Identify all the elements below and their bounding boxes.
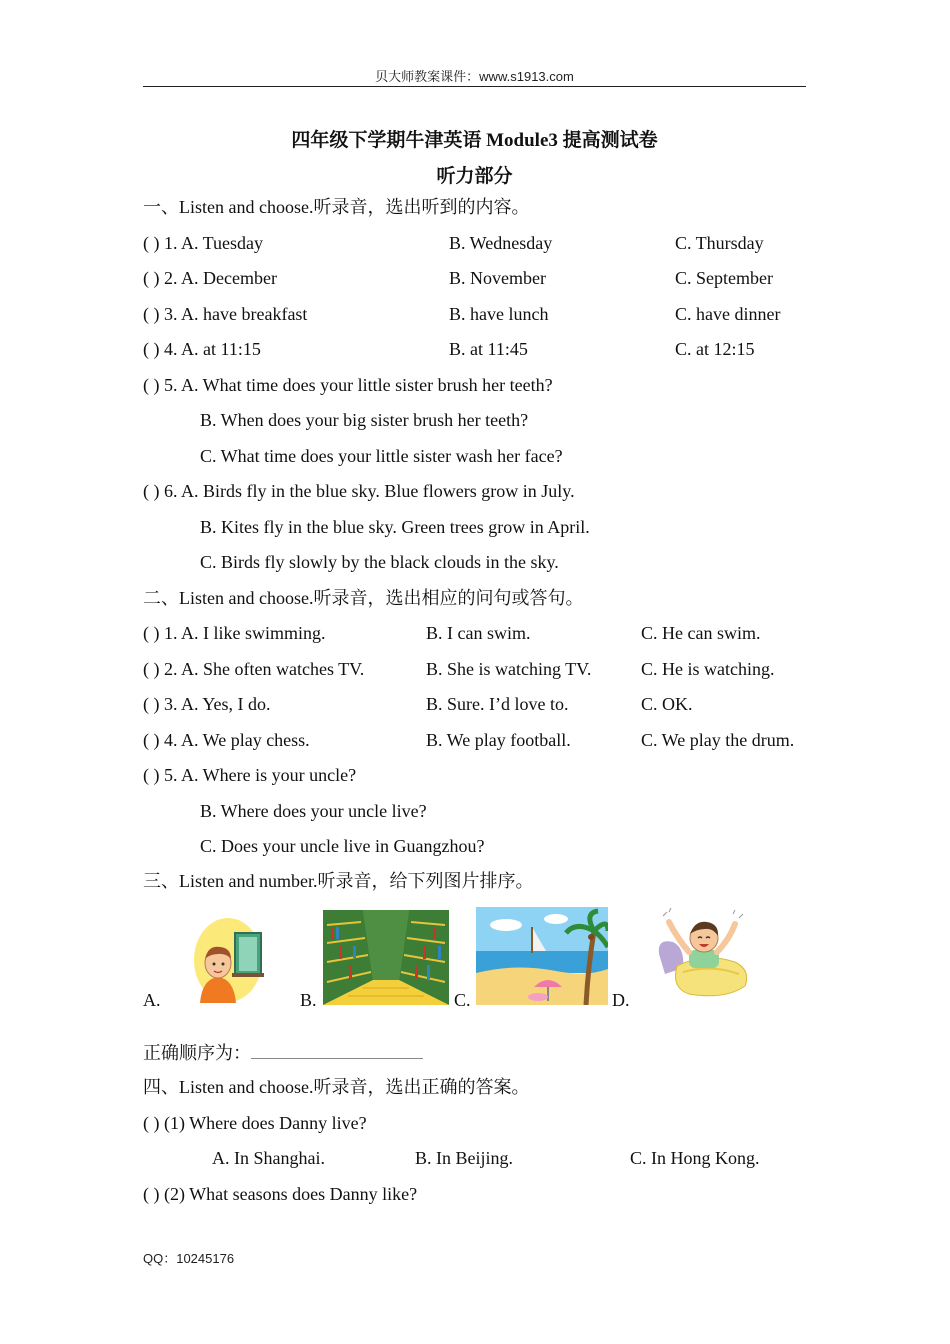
- s1-q2-a: ( ) 2. A. December: [143, 268, 277, 288]
- s2-q5-a: ( ) 5. A. Where is your uncle?: [143, 765, 357, 785]
- picture-c-beach: [476, 907, 608, 1005]
- s1-q2-b: B. November: [449, 268, 546, 288]
- s1-q3-c: C. have dinner: [675, 304, 781, 324]
- s1-q5-a: ( ) 5. A. What time does your little sister brush her teeth?: [143, 375, 553, 395]
- s1-q6-c: C. Birds fly slowly by the black clouds in the sky.: [200, 552, 559, 572]
- section2-heading: 二、Listen and choose.听录音，选出相应的问句或答句。: [143, 588, 584, 608]
- s2-q2-c: C. He is watching.: [641, 659, 775, 679]
- page-title: 四年级下学期牛津英语 Module3 提高测试卷: [291, 130, 658, 151]
- s2-q3-b: B. Sure. I’d love to.: [426, 694, 569, 714]
- s4-q1-option-a: A. In Shanghai.: [212, 1148, 325, 1168]
- s2-q4-c: C. We play the drum.: [641, 730, 795, 750]
- s4-q1-option-c: C. In Hong Kong.: [630, 1148, 760, 1168]
- s2-q1-c: C. He can swim.: [641, 623, 761, 643]
- s4-q1-option-b: B. In Beijing.: [415, 1148, 513, 1168]
- s1-q4-b: B. at 11:45: [449, 339, 528, 359]
- s1-q3-b: B. have lunch: [449, 304, 549, 324]
- s2-q5-b: B. Where does your uncle live?: [200, 801, 427, 821]
- s1-q6-b: B. Kites fly in the blue sky. Green trees grow in April.: [200, 517, 590, 537]
- order-answer-blank[interactable]: [251, 1044, 423, 1059]
- s1-q1-a: ( ) 1. A. Tuesday: [143, 233, 264, 253]
- s1-q1-c: C. Thursday: [675, 233, 764, 253]
- s2-q2-a: ( ) 2. A. She often watches TV.: [143, 659, 365, 679]
- s2-q4-b: B. We play football.: [426, 730, 571, 750]
- section1-heading: 一、Listen and choose.听录音，选出听到的内容。: [143, 197, 530, 217]
- header-divider: [143, 86, 806, 87]
- order-answer-prompt: 正确顺序为：: [143, 1043, 251, 1063]
- s1-q2-c: C. September: [675, 268, 773, 288]
- s2-q3-a: ( ) 3. A. Yes, I do.: [143, 694, 271, 714]
- page-header: 贝大师教案课件：www.s1913.com: [375, 69, 574, 84]
- picture-label-a: A.: [143, 990, 161, 1010]
- s4-q2: ( ) (2) What seasons does Danny like?: [143, 1184, 418, 1204]
- picture-d-boy-waking: [655, 908, 751, 1000]
- section4-heading: 四、Listen and choose.听录音，选出正确的答案。: [143, 1077, 530, 1097]
- s1-q1-b: B. Wednesday: [449, 233, 553, 253]
- s4-q1: ( ) (1) Where does Danny live?: [143, 1113, 367, 1133]
- order-answer-line: [143, 1042, 423, 1064]
- s1-q3-a: ( ) 3. A. have breakfast: [143, 304, 308, 324]
- section3-heading: 三、Listen and number.听录音，给下列图片排序。: [143, 871, 534, 891]
- s2-q1-b: B. I can swim.: [426, 623, 531, 643]
- s1-q6-a: ( ) 6. A. Birds fly in the blue sky. Blue flowers grow in July.: [143, 481, 575, 501]
- picture-label-b: B.: [300, 990, 317, 1010]
- picture-b-library: [323, 910, 449, 1005]
- picture-label-c: C.: [454, 990, 471, 1010]
- s1-q5-b: B. When does your big sister brush her teeth?: [200, 410, 529, 430]
- s1-q4-c: C. at 12:15: [675, 339, 755, 359]
- picture-a-boy-window: [190, 915, 270, 1005]
- s1-q5-c: C. What time does your little sister wash her face?: [200, 446, 563, 466]
- s1-q4-a: ( ) 4. A. at 11:15: [143, 339, 261, 359]
- s2-q2-b: B. She is watching TV.: [426, 659, 592, 679]
- s2-q3-c: C. OK.: [641, 694, 693, 714]
- page-subtitle: 听力部分: [436, 166, 513, 187]
- s2-q1-a: ( ) 1. A. I like swimming.: [143, 623, 326, 643]
- s2-q4-a: ( ) 4. A. We play chess.: [143, 730, 310, 750]
- s2-q5-c: C. Does your uncle live in Guangzhou?: [200, 836, 485, 856]
- page-footer: QQ：10245176: [143, 1251, 235, 1266]
- picture-label-d: D.: [612, 990, 630, 1010]
